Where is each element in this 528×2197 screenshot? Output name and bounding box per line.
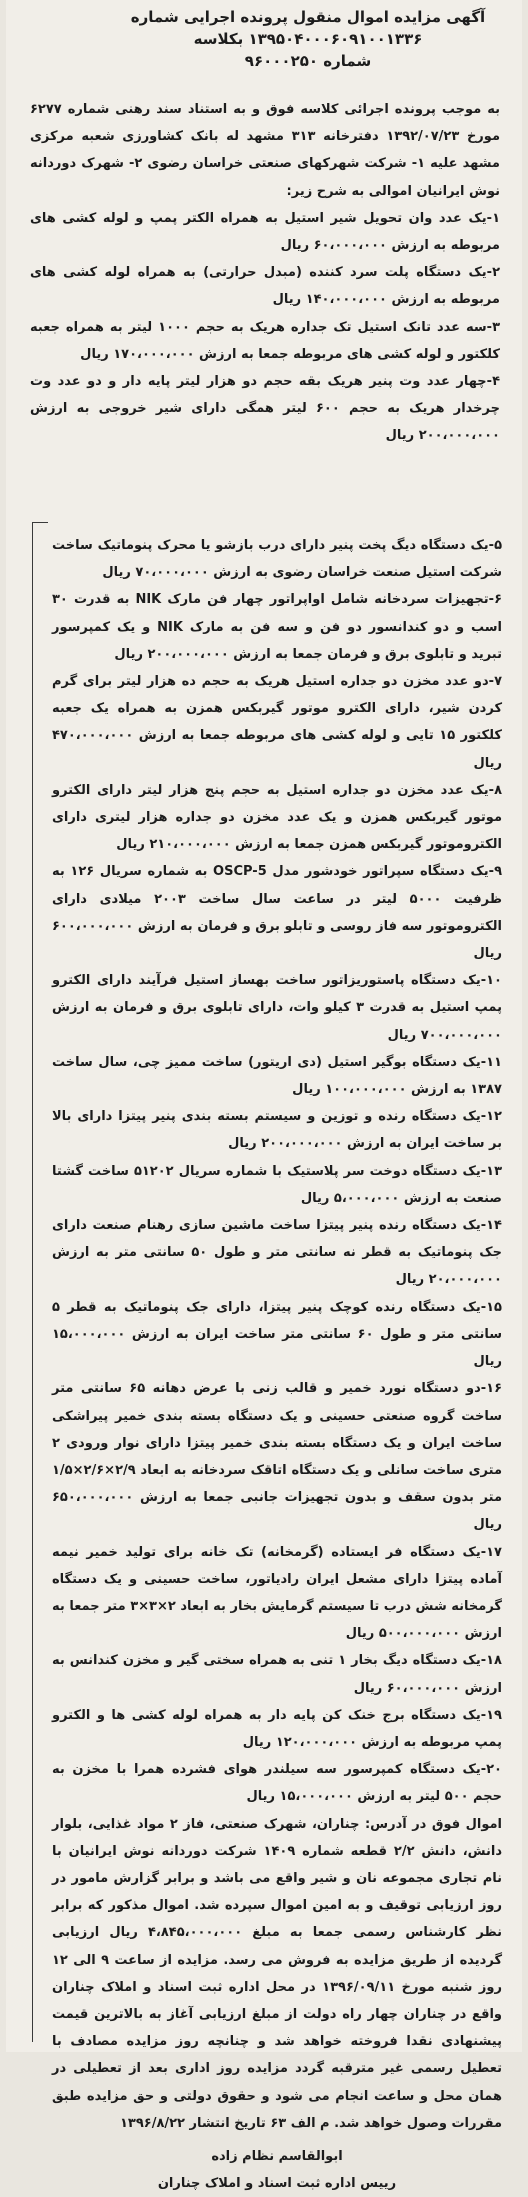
list-item: ۱۲-یک دستگاه رنده و توزین و سیستم بسته بندی پنیر پیتزا دارای بالا بر ساخت ایران به ارزش ۲۰۰،۰۰۰،۰۰۰ ریال	[52, 1109, 502, 1152]
notice-header	[118, 6, 498, 72]
list-item: ۱-یک عدد وان تحویل شیر استیل به همراه الکتر پمپ و لوله کشی های مربوطه به ارزش ۶۰،۰۰۰،۰۰۰ ریال	[30, 210, 500, 254]
list-item: ۱۱-یک دستگاه بوگیر استیل (دی اریتور) ساخت ممیز چی، سال ساخت ۱۳۸۷ به ارزش ۱۰۰،۰۰۰،۰۰۰ ریال	[52, 1054, 502, 1098]
notice-title: آگهی مزایده اموال منقول پرونده اجرایی شماره	[130, 8, 486, 26]
column-right	[30, 96, 500, 450]
column-divider	[32, 522, 33, 2042]
signature-name: ابوالقاسم نظام زاده	[211, 2148, 343, 2164]
signature-title: رییس اداره ثبت اسناد و املاک چناران	[157, 2176, 397, 2192]
list-item: ۱۸-یک دستگاه دیگ بخار ۱ تنی به همراه سختی گیر و مخزن کندانس به ارزش ۶۰،۰۰۰،۰۰۰ ریال	[52, 1653, 502, 1696]
list-item: ۱۴-یک دستگاه رنده پنیر پیتزا ساخت ماشین سازی رهنام صنعت دارای جک پنوماتیک به قطر نه سانتی متر و طول ۵۰ سانتی متر به ارزش ۲۰،۰۰۰،۰۰۰ ریال	[52, 1218, 502, 1288]
list-item: ۵-یک دستگاه دیگ پخت پنیر دارای درب بازشو یا محرک پنوماتیک ساخت شرکت استیل صنعت خراسان رضوی به ارزش ۷۰،۰۰۰،۰۰۰ ریال	[52, 538, 502, 581]
intro-paragraph: به موجب پرونده اجرائی کلاسه فوق و به استناد سند رهنی شماره ۶۲۷۷ مورخ ۱۳۹۲/۰۷/۲۳ دفترخانه ۳۱۳ مشهد له بانک کشاورزی شعبه مرکزی مشهد علیه ۱- شرکت شهرکهای صنعتی خراسان رضوی ۲- شهرک دوردانه نوش ایرانیان اموالی به شرح زیر:	[30, 102, 500, 199]
list-item: ۳-سه عدد تانک استیل تک جداره هریک به حجم ۱۰۰۰ لیتر به همراه جعبه کلکتور و لوله کشی های مربوطه جمعا به ارزش ۱۷۰،۰۰۰،۰۰۰ ریال	[30, 319, 501, 362]
list-item: ۱۰-یک دستگاه پاستوریزاتور ساخت بهساز استیل فرآیند دارای الکترو پمپ استیل به قدرت ۳ کیلو وات، دارای تابلوی برق و فرمان به ارزش ۷۰۰،۰۰۰،۰۰۰ ریال	[52, 973, 502, 1043]
list-item: ۸-یک عدد مخزن دو جداره استیل به حجم پنج هزار لیتر دارای الکترو موتور گیربکس همزن و یک عدد مخزن دو جداره هزار لیتری دارای الکتروموتور گیربکس همزن جمعا به ارزش ۲۱۰،۰۰۰،۰۰۰ ریال	[52, 782, 502, 853]
list-item: ۱۹-یک دستگاه برج خنک کن پایه دار به همراه لوله کشی ها و الکترو پمپ مربوطه به ارزش ۱۲۰،۰۰۰،۰۰۰ ریال	[52, 1707, 502, 1750]
closing-paragraph: اموال فوق در آدرس: چناران، شهرک صنعتی، فاز ۲ مواد غذایی، بلوار دانش، دانش ۲/۲ قطعه شماره ۱۴۰۹ شرکت دوردانه نوش ایرانیان با نام تجاری مجموعه نان و شیر واقع می باشد و برابر گزارش مامور در روز ارزیابی توقیف و به امین اموال سپرده شد. اموال مذکور که برابر نظر کارشناس رسمی جمعا به مبلغ ۴،۸۴۵،۰۰۰،۰۰۰ ریال ارزیابی گردیده از طریق مزایده به فروش می رسد. مزایده از ساعت ۹ الی ۱۲ روز شنبه مورخ ۱۳۹۶/۰۹/۱۱ در محل اداره ثبت اسناد و املاک چناران واقع در چناران چهار راه دولت از مبلغ ارزیابی آغاز به بالاترین قیمت پیشنهادی نقدا فروخته خواهد شد و چنانچه روز مزایده مصادف با تعطیل رسمی غیر مترقبه گردد مزایده روز اداری بعد از تعطیلی در همان محل و ساعت انجام می شود و حقوق دولتی و حق مزایده طبق مقررات وصول خواهد شد. م الف ۶۳ تاریخ انتشار ۱۳۹۶/۸/۲۲	[52, 1816, 503, 2131]
list-item: ۹-یک دستگاه سپراتور خودشور مدل OSCP-5 به شماره سریال ۱۲۶ به ظرفیت ۵۰۰۰ لیتر در ساعت سال ساخت ۲۰۰۳ میلادی دارای الکتروموتور سه فاز روسی و تابلو برق و فرمان به ارزش ۶۰۰،۰۰۰،۰۰۰ ریال	[52, 864, 502, 962]
list-item: ۷-دو عدد مخزن دو جداره استیل هریک به حجم ده هزار لیتر برای گرم کردن شیر، دارای الکترو موتور گیربکس همزن به همراه یک جعبه کلکتور ۱۵ تایی و لوله کشی های مربوطه جمعا به ارزش ۴۷۰،۰۰۰،۰۰۰ ریال	[52, 674, 502, 771]
list-item: ۶-تجهیزات سردخانه شامل اواپراتور چهار فن مارک NIK به قدرت ۳۰ اسب و دو کندانسور دو فن و سه فن به مارک NIK و یک کمپرسور تبرید و تابلوی برق و فرمان جمعا به ارزش ۲۰۰،۰۰۰،۰۰۰ ریال	[52, 592, 502, 662]
list-item: ۲۰-یک دستگاه کمپرسور سه سیلندر هوای فشرده همرا با مخزن به حجم ۵۰۰ لیتر به ارزش ۱۵،۰۰۰،۰۰۰ ریال	[52, 1762, 502, 1805]
list-item: ۱۶-دو دستگاه نورد خمیر و قالب زنی با عرض دهانه ۶۵ سانتی متر ساخت گروه صنعتی حسینی و یک دستگاه بسته بندی خمیر پیراشکی ساخت ایران و یک دستگاه بسته بندی خمیر پیتزا دارای نوار ورودی ۲ متری ساخت سانلی و یک دستگاه اتاقک سردخانه به ابعاد ۲/۹×۲/۶×۱/۵ متر بدون سقف و بدون تجهیزات جانبی جمعا به ارزش ۶۵۰،۰۰۰،۰۰۰ ریال	[52, 1381, 503, 1533]
column-divider-tick	[32, 522, 48, 523]
newspaper-clipping	[6, 0, 522, 2192]
list-item: ۴-چهار عدد وت پنیر هریک بقه حجم دو هزار لیتر پایه دار و دو عدد وت چرخدار هریک به حجم ۶۰۰ لیتر همگی دارای شیر خروجی به ارزش ۲۰۰،۰۰۰،۰۰۰ ریال	[30, 374, 500, 444]
list-item: ۱۵-یک دستگاه رنده کوچک پنیر پیتزا، دارای جک پنوماتیک به قطر ۵ سانتی متر و طول ۶۰ سانتی متر ساخت ایران به ارزش ۱۵،۰۰۰،۰۰۰ ریال	[52, 1299, 503, 1370]
list-item: ۲-یک دستگاه پلت سرد کننده (مبدل حرارتی) به همراه لوله کشی های مربوطه به ارزش ۱۴۰،۰۰۰،۰۰۰ ریال	[30, 265, 500, 308]
column-left	[52, 532, 502, 2197]
list-item: ۱۳-یک دستگاه دوخت سر پلاستیک با شماره سریال ۵۱۲۰۲ ساخت گشتا صنعت به ارزش ۵،۰۰۰،۰۰۰ ریال	[52, 1163, 503, 1206]
list-item: ۱۷-یک دستگاه فر ایستاده (گرمخانه) تک خانه برای تولید خمیر نیمه آماده پیتزا دارای مشعل ایران رادیاتور، ساخت حسینی و یک دستگاه گرمخانه شش درب تا سیستم گرمایش بخار به ابعاد ۲×۳×۳ متر جمعا به ارزش ۵۰۰،۰۰۰،۰۰۰ ریال	[52, 1544, 502, 1642]
signature-block	[52, 2143, 502, 2197]
file-number: ۱۳۹۵۰۴۰۰۰۶۰۹۱۰۰۱۳۳۶ بکلاسه	[193, 30, 423, 48]
class-number: شماره ۹۶۰۰۰۲۵۰	[244, 52, 372, 70]
